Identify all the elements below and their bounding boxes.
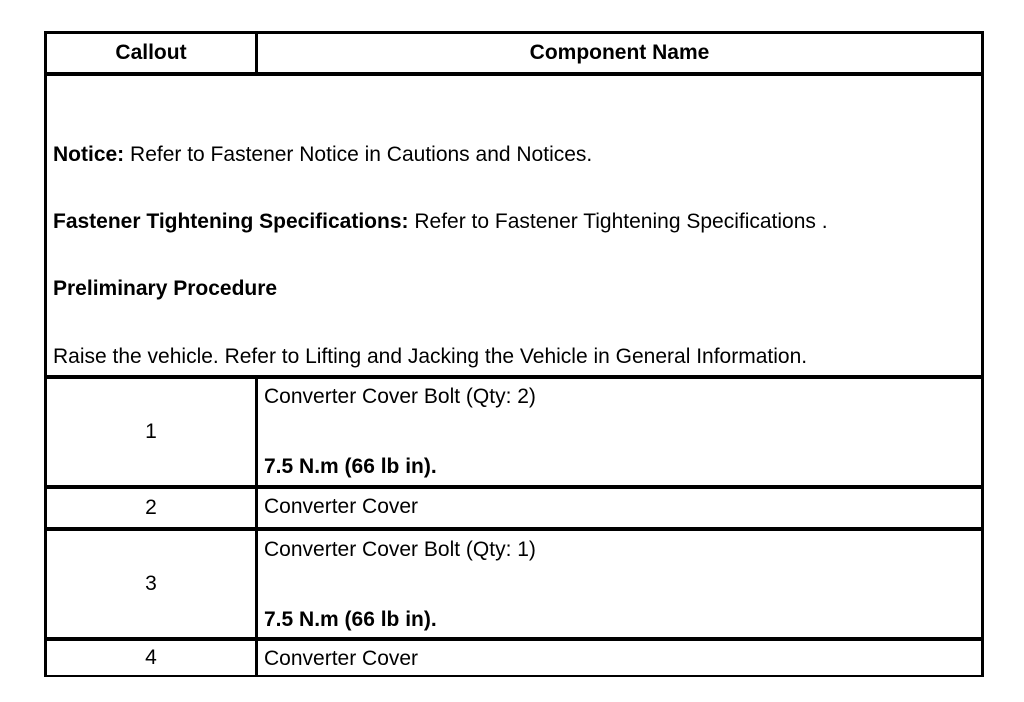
header-callout: Callout bbox=[115, 41, 187, 64]
fastener-spec-text: Refer to Fastener Tightening Specifications . bbox=[408, 210, 828, 233]
notice-label: Notice: bbox=[53, 143, 125, 166]
component-name: Converter Cover Bolt (Qty: 1) bbox=[264, 538, 536, 561]
notes-row bbox=[47, 72, 981, 375]
component-cell bbox=[255, 489, 981, 527]
table-header-row bbox=[47, 34, 981, 72]
fastener-spec-line bbox=[53, 210, 981, 234]
table-row bbox=[47, 485, 981, 527]
callout-number: 3 bbox=[145, 572, 157, 595]
raise-vehicle-text: Raise the vehicle. Refer to Lifting and Jacking the Vehicle in General Information. bbox=[53, 345, 808, 368]
table-row bbox=[47, 375, 981, 485]
fastener-spec-label: Fastener Tightening Specifications: bbox=[53, 210, 409, 233]
notice-text: Refer to Fastener Notice in Cautions and Notices. bbox=[124, 143, 593, 166]
notice-line bbox=[53, 143, 981, 167]
component-name: Converter Cover bbox=[264, 495, 419, 518]
component-cell bbox=[255, 641, 981, 675]
preliminary-procedure-heading: Preliminary Procedure bbox=[53, 277, 278, 300]
component-name: Converter Cover bbox=[264, 647, 419, 670]
component-cell bbox=[255, 531, 981, 637]
header-component-name: Component Name bbox=[255, 34, 981, 72]
table-row bbox=[47, 527, 981, 637]
torque-spec: 7.5 N.m (66 lb in). bbox=[264, 608, 437, 631]
component-name: Converter Cover Bolt (Qty: 2) bbox=[264, 385, 536, 408]
component-cell bbox=[255, 379, 981, 485]
callout-number: 4 bbox=[145, 646, 157, 669]
callout-number: 1 bbox=[145, 420, 157, 443]
table-row bbox=[47, 637, 981, 675]
torque-spec: 7.5 N.m (66 lb in). bbox=[264, 455, 437, 478]
callout-number: 2 bbox=[145, 496, 157, 519]
component-table bbox=[44, 31, 984, 677]
